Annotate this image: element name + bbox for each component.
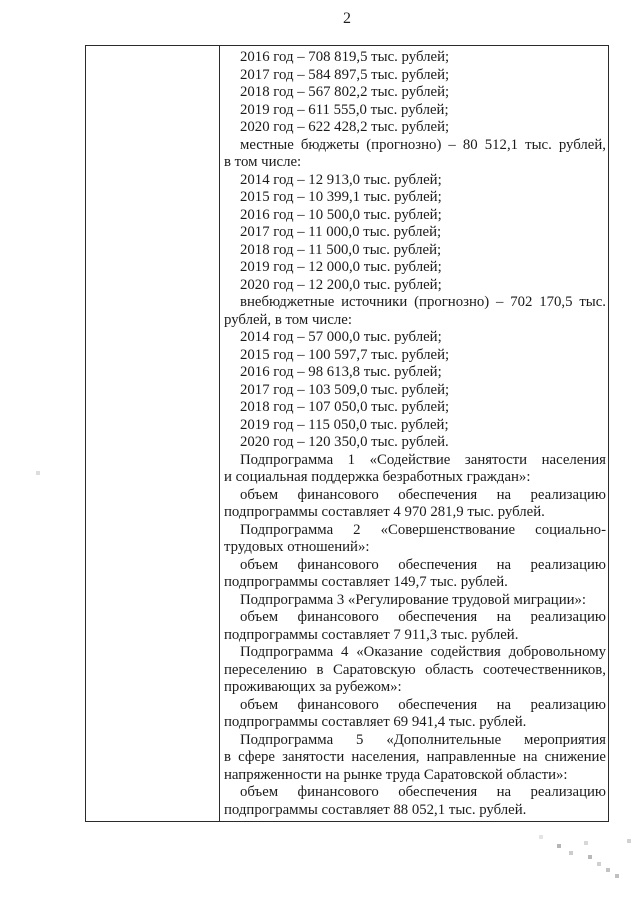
text-line: и социальная поддержка безработных граждан»: [224,469,531,485]
text-line: напряженности на рынке труда Саратовской области»: [224,766,568,783]
table-left-cell [86,46,220,821]
text-line: переселению в Саратовскую область соотечественников, [224,661,606,678]
text-line: 2016 год – 10 500,0 тыс. рублей; [240,206,442,223]
text-line: 2019 год – 611 555,0 тыс. рублей; [240,101,449,118]
program-passport-table [85,45,609,822]
text-line: внебюджетные источники (прогнозно) – 702 170,5 тыс. [240,294,606,310]
text-line: 2016 год – 98 613,8 тыс. рублей; [240,364,442,380]
text-line: местные бюджеты (прогнозно) – 80 512,1 тыс. рублей, [240,136,606,153]
text-line: 2015 год – 10 399,1 тыс. рублей; [240,189,442,205]
text-line: 2020 год – 12 200,0 тыс. рублей; [240,276,442,293]
text-line: 2014 год – 12 913,0 тыс. рублей; [240,171,442,188]
text-line: объем финансового обеспечения на реализацию [240,486,606,503]
text-line: 2019 год – 115 050,0 тыс. рублей; [240,416,449,433]
text-line: 2016 год – 708 819,5 тыс. рублей; [240,49,450,65]
text-line: объем финансового обеспечения на реализацию [240,556,606,573]
text-line: подпрограммы составляет 149,7 тыс. рублей. [224,574,508,590]
text-line: в сфере занятости населения, направленные на снижение [224,749,606,765]
text-line: 2018 год – 107 050,0 тыс. рублей; [240,399,450,415]
text-line: 2017 год – 103 509,0 тыс. рублей; [240,381,450,398]
text-line: трудовых отношений»: [224,539,370,555]
text-line: подпрограммы составляет 88 052,1 тыс. рублей. [224,801,527,818]
table-right-cell [220,46,608,821]
page-number: 2 [343,10,351,27]
text-line: 2018 год – 11 500,0 тыс. рублей; [240,241,442,258]
text-line: 2020 год – 622 428,2 тыс. рублей; [240,119,450,135]
text-line: подпрограммы составляет 69 941,4 тыс. рублей. [224,714,527,730]
text-line: проживающих за рубежом»: [224,679,402,695]
text-line: в том числе: [224,154,302,170]
text-line: подпрограммы составляет 7 911,3 тыс. рублей. [224,626,519,643]
text-line: объем финансового обеспечения на реализацию [240,696,606,713]
text-line: 2019 год – 12 000,0 тыс. рублей; [240,259,442,275]
text-line: объем финансового обеспечения на реализацию [240,609,606,625]
text-line: рублей, в том числе: [224,311,352,328]
text-line: 2017 год – 11 000,0 тыс. рублей; [240,224,442,240]
text-line: 2017 год – 584 897,5 тыс. рублей; [240,66,450,83]
text-line: Подпрограмма 3 «Регулирование трудовой миграции»: [240,591,587,608]
text-line: Подпрограмма 4 «Оказание содействия добровольному [240,644,606,660]
text-line: 2015 год – 100 597,7 тыс. рублей; [240,346,450,363]
text-line: Подпрограмма 5 «Дополнительные мероприятия [240,731,606,748]
text-line: 2014 год – 57 000,0 тыс. рублей; [240,329,442,345]
text-line: подпрограммы составляет 4 970 281,9 тыс. рублей. [224,504,545,520]
text-line: 2018 год – 567 802,2 тыс. рублей; [240,84,450,100]
text-line: 2020 год – 120 350,0 тыс. рублей. [240,434,449,450]
text-line: Подпрограмма 1 «Содействие занятости населения [240,451,606,468]
text-line: объем финансового обеспечения на реализацию [240,784,606,800]
text-line: Подпрограмма 2 «Совершенствование социально- [240,521,606,538]
scan-noise-specks [0,0,2,2]
